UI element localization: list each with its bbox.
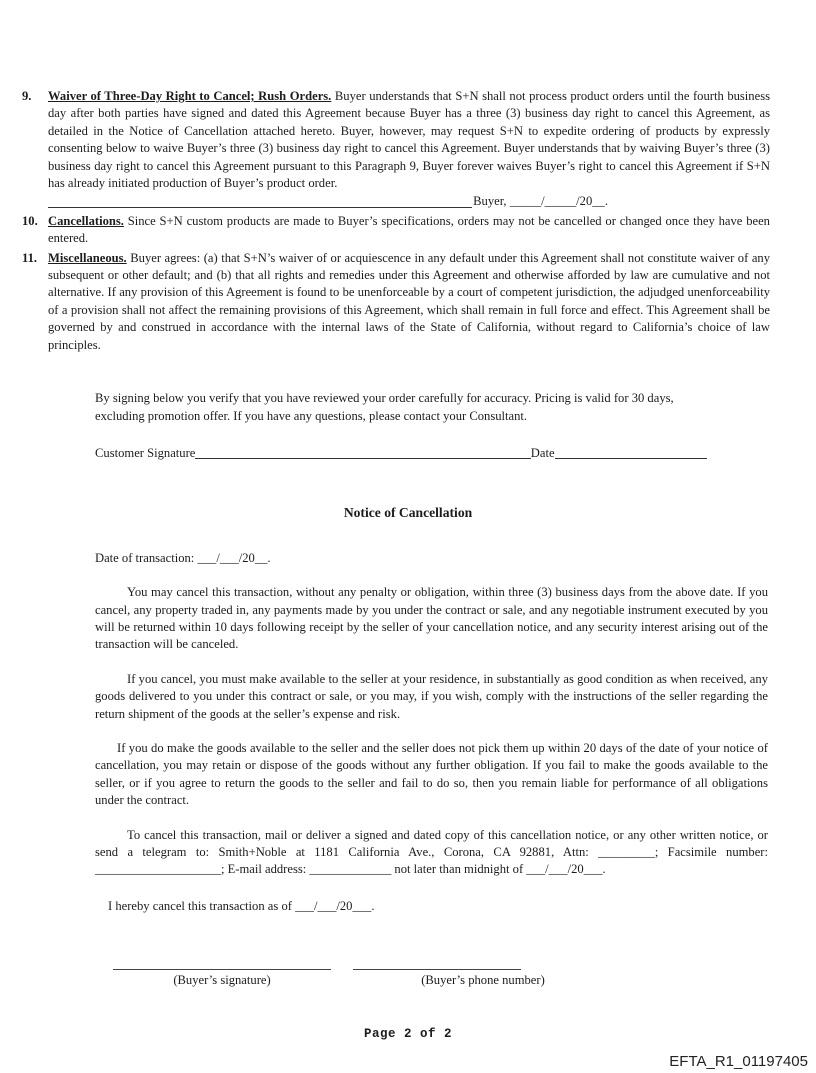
buyer-signature-underline	[48, 193, 472, 207]
buyer-signature-area	[113, 955, 816, 989]
transaction-date-line: Date of transaction: ___/___/20__.	[95, 550, 271, 565]
buyer-phone-caption: (Buyer’s phone number)	[421, 973, 545, 988]
item-heading: Waiver of Three-Day Right to Cancel; Rush Orders.	[48, 89, 332, 103]
buyer-date-blanks: Buyer, _____/_____/20__.	[473, 194, 608, 209]
customer-signature-row	[95, 445, 707, 462]
document-id-label: EFTA_R1_01197405	[669, 1052, 808, 1070]
date-label: Date	[530, 445, 555, 460]
buyer-phone-line	[353, 955, 521, 970]
item-body: Buyer understands that S+N shall not process product orders until the fourth business day after both parties have signed and dated this Agreement because Buyer has a three (3) business day right to cancel this Agreement, as detailed in the Notice of Cancellation attached hereto. Buyer, however, may request S+N to expedite ordering of products by expressly consenting below to waive Buyer’s three (3) business day right to cancel this Agreement. Buyer understands that by waiving Buyer’s three (3) business day right to cancel this Agreement pursuant to this Paragraph 9, Buyer forever waives Buyer’s right to cancel this Agreement if S+N has already initiated production of Buyer’s product order.	[48, 89, 770, 191]
item-heading: Miscellaneous.	[48, 250, 127, 265]
buyer-signature-column	[113, 955, 331, 989]
buyer-phone-column	[353, 955, 545, 989]
date-underline	[555, 445, 707, 459]
item-number: 11.	[22, 250, 38, 265]
item-number: 10.	[22, 213, 38, 228]
item-body: Buyer agrees: (a) that S+N’s waiver of or acquiescence in any default under this Agreement shall not constitute waiver of any subsequent or other default; and (b) that all rights and remedies under this Agreement and otherwise afforded by law are cumulative and not alternative. If any provision of this Agreement is found to be unenforceable by a court of competent jurisdiction, the adjudged unenforceability of a provision shall not affect the remaining provisions of this Agreement, which shall remain in full force and effect. This Agreement shall be governed by and construed in accordance with the internal laws of the State of California, without regard to California’s choice of law principles.	[48, 250, 770, 352]
agreement-item-10	[22, 213, 770, 248]
hereby-cancel-line: I hereby cancel this transaction as of ___/___/20___.	[108, 898, 375, 913]
agreement-item-9	[22, 88, 770, 211]
notice-of-cancellation-title: Notice of Cancellation	[343, 505, 473, 521]
notice-paragraph-3: If you do make the goods available to the seller and the seller does not pick them up within 20 days of the date of your notice of cancellation, you may retain or dispose of the goods without any further obligation. If you fail to make the goods available to the seller, or if you agree to return the goods to the seller and fail to do so, then you remain liable for performance of all obligations under the contract.	[95, 740, 768, 808]
notice-paragraph-2: If you cancel, you must make available to the seller at your residence, in substantially as good condition as when received, any goods delivered to you under this contract or sale, or you may, if you wish, comply with the instructions of the seller regarding the return shipment of the goods at the seller’s expense and risk.	[95, 671, 768, 721]
agreement-item-11	[22, 250, 770, 354]
buyer-signature-date-line	[48, 193, 608, 210]
customer-signature-label: Customer Signature	[95, 445, 196, 460]
customer-signature-underline	[195, 445, 530, 459]
item-number: 9.	[22, 89, 32, 103]
buyer-signature-line	[113, 955, 331, 970]
item-text	[48, 213, 770, 248]
page-number-label: Page 2 of 2	[363, 1026, 452, 1041]
notice-paragraph-4: To cancel this transaction, mail or deliver a signed and dated copy of this cancellation notice, or any other written notice, or send a telegram to: Smith+Noble at 1181 California Ave., Corona, CA 92881, Attn: _________; Facsimile number: ____________________; E-mail address: _____________ not later than midnight of ___/___/20___.	[95, 827, 768, 877]
buyer-signature-caption: (Buyer’s signature)	[173, 973, 271, 988]
item-heading: Cancellations.	[48, 213, 124, 228]
notice-paragraph-1: You may cancel this transaction, without any penalty or obligation, within three (3) business days from the above date. If you cancel, any property traded in, any payments made by you under the contract or sale, and any negotiable instrument executed by you will be returned within 10 days following receipt by the seller of your cancellation notice, and any security interest arising out of the transaction will be canceled.	[95, 585, 768, 652]
item-text	[48, 250, 770, 354]
item-text	[48, 88, 770, 211]
item-body: Since S+N custom products are made to Buyer’s specifications, orders may not be cancelled or changed once they have been entered.	[48, 213, 770, 246]
verify-paragraph: By signing below you verify that you have reviewed your order carefully for accuracy. Pricing is valid for 30 days, excluding promotion offer. If you have any questions, please contact your Consultant.	[95, 391, 674, 423]
